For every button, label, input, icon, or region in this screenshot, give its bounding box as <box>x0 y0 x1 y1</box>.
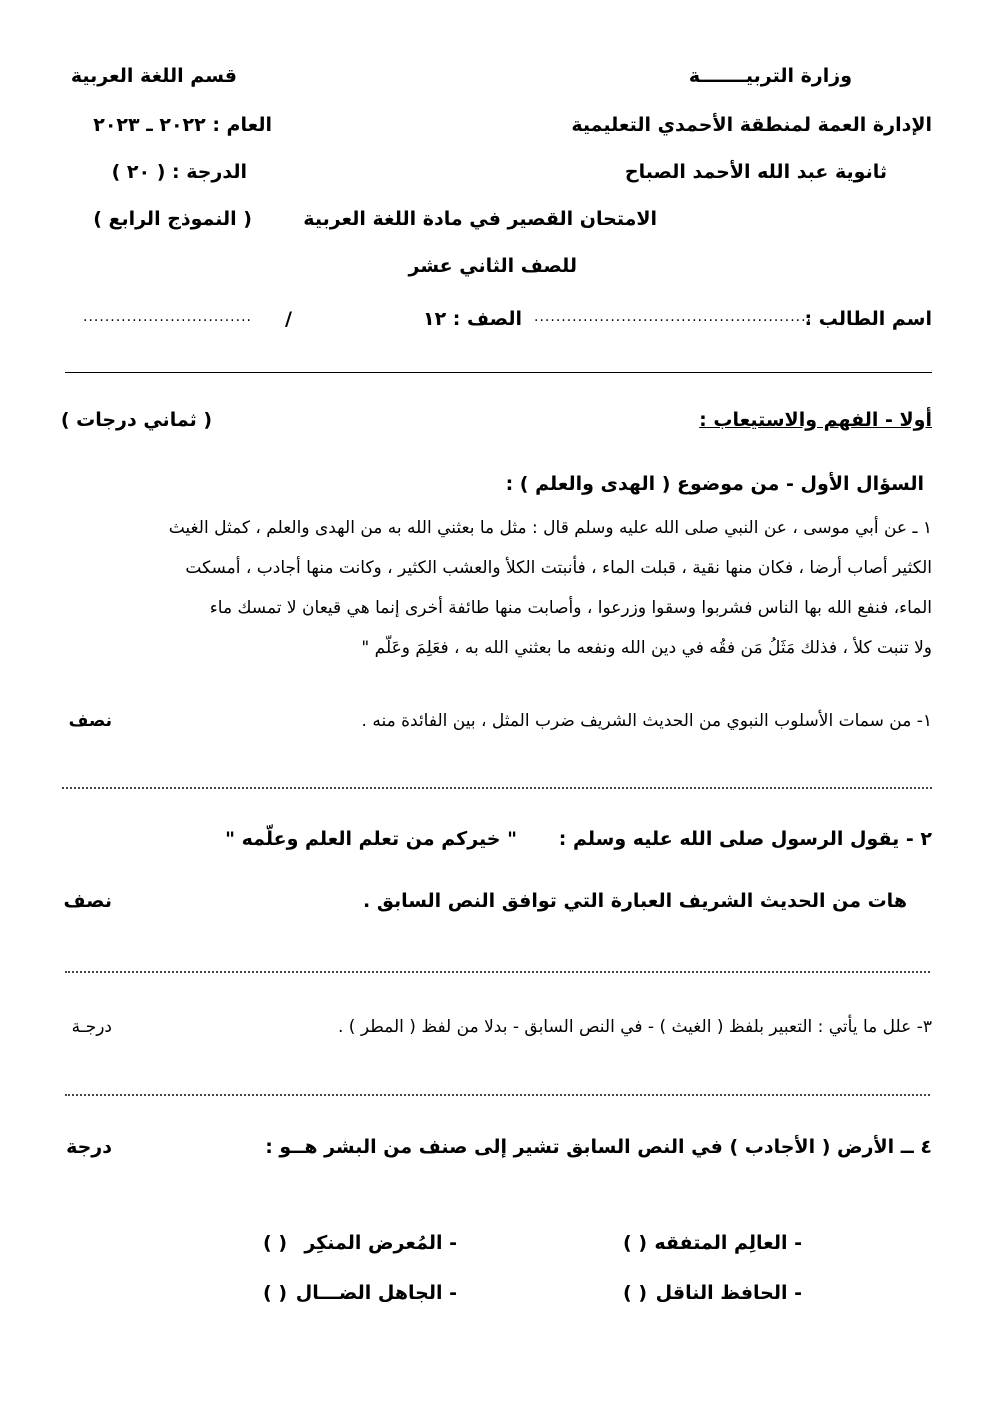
item-3-mark: درجـة <box>71 1017 112 1037</box>
item-4-text: ٤ ــ الأرض ( الأجادب ) في النص السابق تشير إلى صنف من البشر هــو : <box>265 1136 932 1158</box>
ministry-title: وزارة التربيـــــــة <box>688 65 852 87</box>
option-2-choice[interactable]: ( ) <box>263 1232 287 1254</box>
item-1-mark: نصف <box>68 711 112 731</box>
option-3-label: - الحافظ الناقل <box>655 1282 802 1304</box>
option-1-choice[interactable]: ( ) <box>623 1232 647 1254</box>
passage-line: الماء، فنفع الله بها الناس فشربوا وسقوا وزرعوا ، وأصابت منها طائفة أخرى إنما هي قيعان لا تمسك ماء <box>209 598 932 618</box>
option-1-label: - العالِم المتفقه <box>654 1232 802 1254</box>
question-title: السؤال الأول - من موضوع ( الهدى والعلم ) : <box>505 473 924 495</box>
option-3-choice[interactable]: ( ) <box>623 1282 647 1304</box>
class-section-field[interactable]: ............................... <box>83 309 252 325</box>
item-2-quote: " خيركم من تعلم العلم وعلّمه " <box>225 828 517 850</box>
student-name-label: اسم الطالب : <box>804 308 932 330</box>
option-4-label: - الجاهل الضـــال <box>295 1282 457 1304</box>
item-3-answer-line[interactable] <box>65 1094 930 1096</box>
header-divider <box>65 372 932 373</box>
academic-year: العام : ٢٠٢٢ ـ ٢٠٢٣ <box>93 114 272 136</box>
section-title-colon: : <box>699 409 707 431</box>
passage-line: الكثير أصاب أرضا ، فكان منها نقية ، قبلت الماء ، فأنبتت الكلأ والعشب الكثير ، وكانت منها أجادب ، أمسكت <box>185 558 932 578</box>
item-1-answer-line[interactable] <box>62 787 932 789</box>
section-title-text: أولا - الفهم والاستيعاب <box>713 409 932 431</box>
school-name: ثانوية عبد الله الأحمد الصباح <box>624 161 887 183</box>
total-score: الدرجة : ( ٢٠ ) <box>111 161 247 183</box>
option-4-choice[interactable]: ( ) <box>263 1282 287 1304</box>
item-2-text: ٢ - يقول الرسول صلى الله عليه وسلم : <box>558 828 932 850</box>
exam-title: الامتحان القصير في مادة اللغة العربية <box>303 208 657 230</box>
option-2-label: - المُعرض المنكِر <box>304 1232 457 1254</box>
item-4-mark: درجة <box>66 1136 112 1158</box>
department-title: قسم اللغة العربية <box>70 65 237 87</box>
section-title <box>699 408 932 432</box>
student-name-field[interactable]: ................................................... <box>534 309 812 325</box>
item-1-text: ١- من سمات الأسلوب النبوي من الحديث الشريف ضرب المثل ، بين الفائدة منه . <box>361 711 932 731</box>
section-marks: ( ثماني درجات ) <box>60 409 212 431</box>
exam-model: ( النموذج الرابع ) <box>93 208 252 230</box>
passage-line: ١ ـ عن أبي موسى ، عن النبي صلى الله عليه وسلم قال : مثل ما بعثني الله به من الهدى والعلم ، كمثل الغيث <box>168 518 932 538</box>
class-slash: / <box>285 308 292 330</box>
item-2-instruction: هات من الحديث الشريف العبارة التي توافق النص السابق . <box>362 890 907 912</box>
class-label: الصف : ١٢ <box>422 308 522 330</box>
item-3-text: ٣- علل ما يأتي : التعبير بلفظ ( الغيث ) - في النص السابق - بدلا من لفظ ( المطر ) . <box>337 1017 932 1037</box>
district-title: الإدارة العمة لمنطقة الأحمدي التعليمية <box>571 114 932 136</box>
hadith-passage <box>60 508 932 668</box>
item-2-answer-line[interactable] <box>65 971 930 973</box>
item-2-mark: نصف <box>63 890 112 912</box>
passage-line: ولا تنبت كلأ ، فذلك مَثَلُ مَن فقُه في دين الله ونفعه ما بعثني الله به ، فعَلِمَ وعَلّم " <box>361 638 932 658</box>
grade-title: للصف الثاني عشر <box>408 255 577 277</box>
